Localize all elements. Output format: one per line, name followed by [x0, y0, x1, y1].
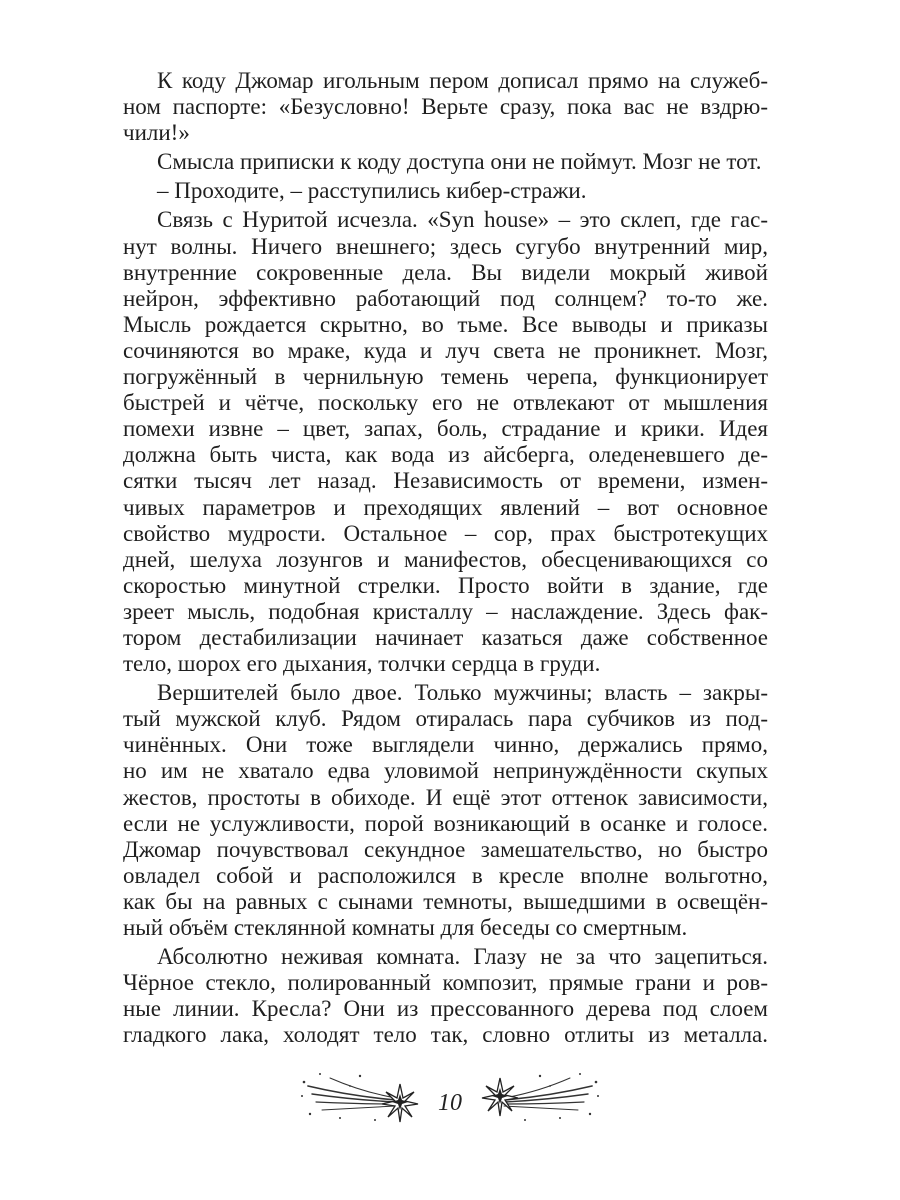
- text-line: Чёрное стекло, полированный композит, прямые грани и ров-: [123, 970, 768, 996]
- paragraph: [123, 178, 768, 204]
- page-footer: [0, 1060, 900, 1140]
- text-line: погружённый в чернильную темень черепа, функционирует: [123, 364, 768, 390]
- text-line: Джомар почувствовал секундное замешательство, но быстро: [123, 836, 768, 862]
- text-line: – Проходите, – расступились кибер-стражи.: [157, 178, 587, 204]
- paragraph: [123, 68, 768, 146]
- text-line: скоростью минутной стрелки. Просто войти в здание, где: [123, 572, 768, 598]
- text-line: нут волны. Ничего внешнего; здесь сугубо внутренний мир,: [123, 233, 768, 259]
- text-line: помехи извне – цвет, запах, боль, страдание и крики. Идея: [123, 416, 768, 442]
- text-line: нейрон, эффективно работающий под солнцем? то-то же.: [123, 285, 768, 311]
- text-line: сятки тысяч лет назад. Независимость от времени, измен-: [123, 468, 768, 494]
- text-line: как бы на равных с сынами темноты, вышедшими в освещён-: [123, 888, 768, 914]
- text-line: зреет мысль, подобная кристаллу – наслаждение. Здесь фак-: [123, 598, 768, 624]
- starburst-comet-ornament-icon: [475, 1066, 600, 1126]
- text-line: Вершителей было двое. Только мужчины; власть – закры-: [157, 680, 768, 706]
- text-line: овладел собой и расположился в кресле вполне вольготно,: [123, 862, 768, 888]
- text-line: К коду Джомар игольным пером дописал прямо на служеб-: [157, 68, 768, 93]
- text-line: чинённых. Они тоже выглядели чинно, держались прямо,: [123, 732, 768, 758]
- body-text: [123, 68, 768, 1048]
- text-line: жестов, простоты в обиходе. И ещё этот оттенок зависимости,: [123, 784, 768, 810]
- text-line: ные линии. Кресла? Они из прессованного дерева под слоем: [123, 996, 768, 1022]
- paragraph: [123, 149, 768, 175]
- text-line: внутренние сокровенные дела. Вы видели мокрый живой: [123, 259, 768, 285]
- starburst-comet-ornament-icon: [300, 1066, 425, 1126]
- paragraph: [123, 680, 768, 941]
- text-line: должна быть чиста, как вода из айсберга, оледеневшего де-: [123, 442, 768, 468]
- paragraph: [123, 944, 768, 1048]
- text-line: если не услужливости, порой возникающий в осанке и голосе.: [123, 810, 768, 836]
- text-line: чивых параметров и преходящих явлений – вот основное: [123, 494, 768, 520]
- text-line: Связь с Нуритой исчезла. «Syn house» – это склеп, где гас-: [157, 207, 768, 233]
- paragraph: [123, 207, 768, 677]
- text-line: чили!»: [123, 120, 190, 146]
- text-line: ном паспорте: «Безусловно! Верьте сразу, пока вас не вздрю-: [123, 94, 768, 120]
- text-line: ный объём стеклянной комнаты для беседы со смертным.: [123, 915, 688, 940]
- text-line: Мысль рождается скрытно, во тьме. Все выводы и приказы: [123, 311, 768, 337]
- text-line: Смысла приписки к коду доступа они не поймут. Мозг не тот.: [157, 149, 762, 175]
- text-line: тело, шорох его дыхания, толчки сердца в груди.: [123, 651, 601, 677]
- text-line: тый мужской клуб. Рядом отиралась пара субчиков из под-: [123, 706, 768, 732]
- text-line: гладкого лака, холодят тело так, словно отлиты из металла.: [123, 1022, 768, 1048]
- text-line: дней, шелуха лозунгов и манифестов, обесценивающихся со: [123, 546, 768, 572]
- text-line: быстрей и чётче, поскольку его не отвлекают от мышления: [123, 390, 768, 416]
- text-line: тором дестабилизации начинает казаться даже собственное: [123, 624, 768, 650]
- text-line: но им не хватало едва уловимой непринуждённости скупых: [123, 758, 768, 784]
- text-line: сочиняются во мраке, куда и луч света не проникнет. Мозг,: [123, 337, 768, 363]
- text-line: свойство мудрости. Остальное – сор, прах быстротекущих: [123, 520, 768, 546]
- page-number: 10: [438, 1090, 462, 1116]
- text-line: Абсолютно неживая комната. Глазу не за что зацепиться.: [157, 944, 768, 970]
